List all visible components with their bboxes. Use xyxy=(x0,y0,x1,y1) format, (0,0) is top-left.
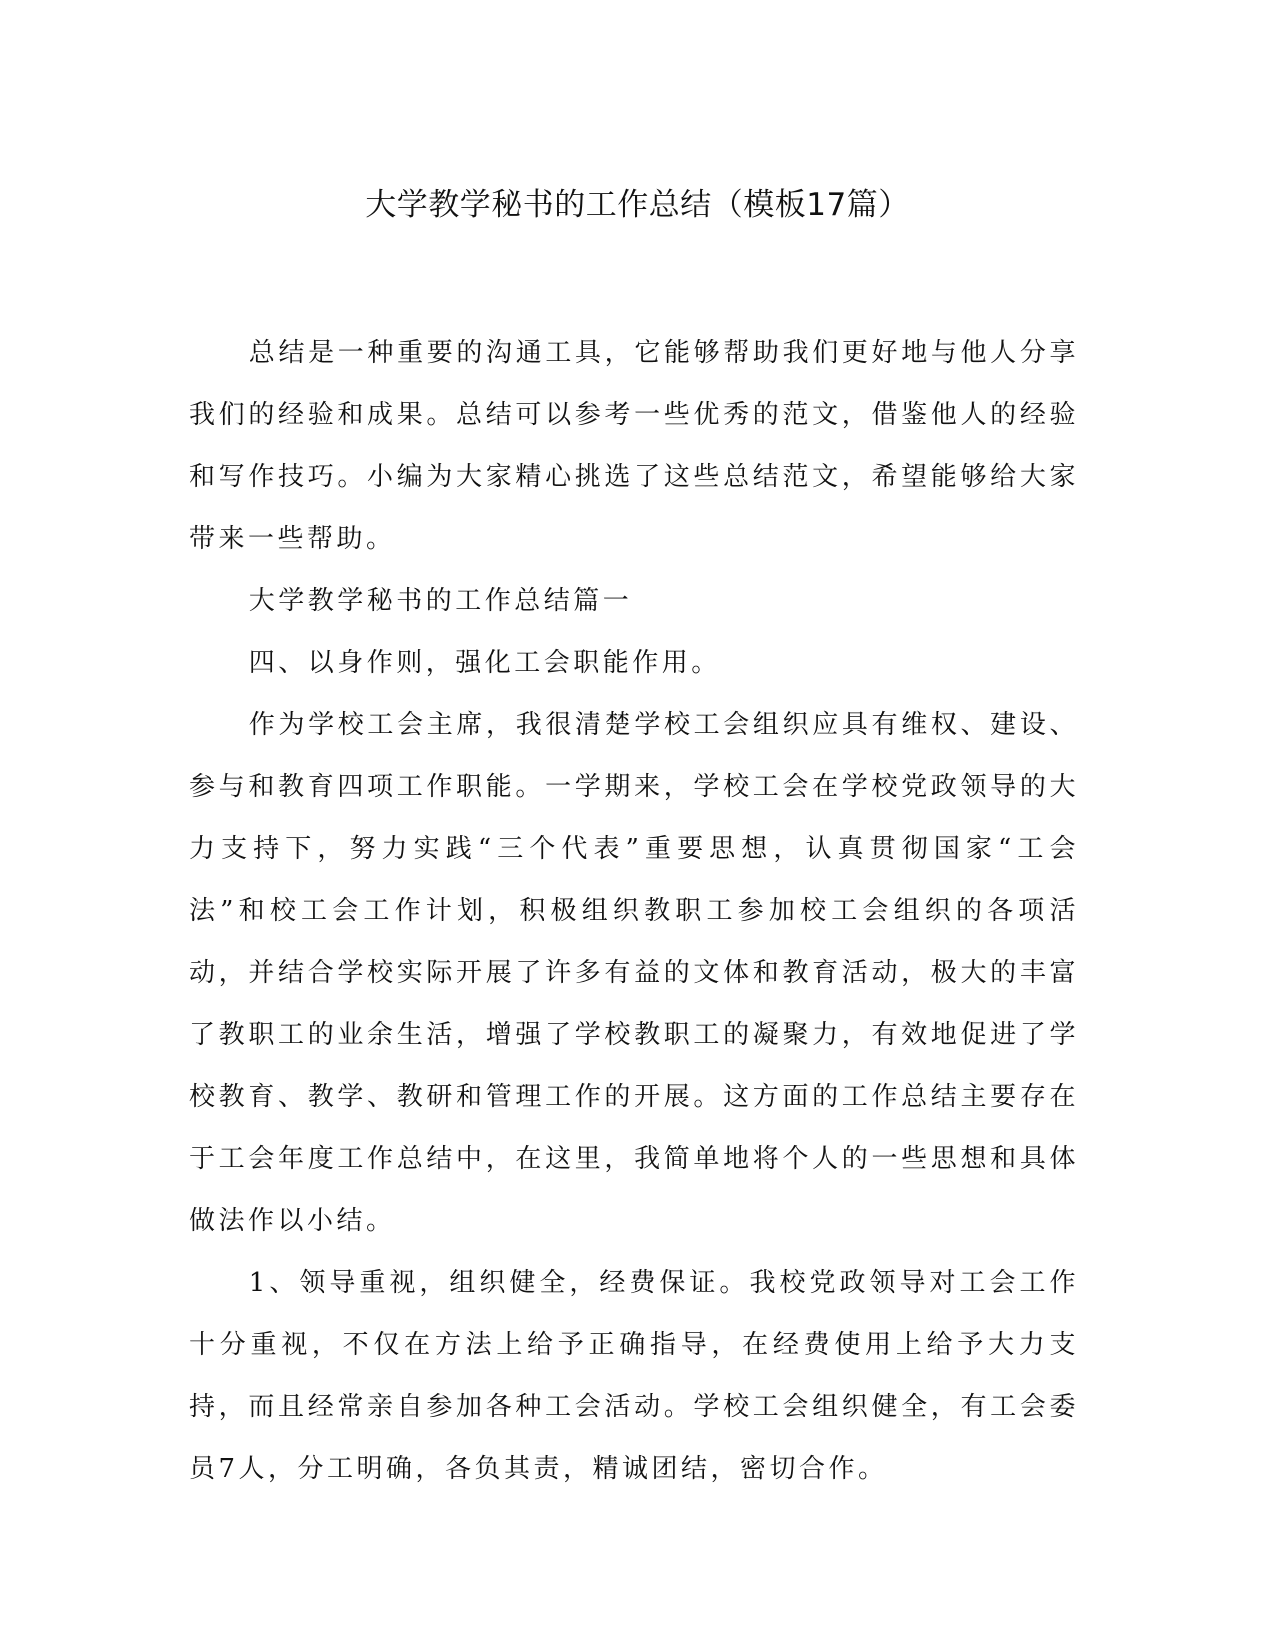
document-title: 大学教学秘书的工作总结（模板17篇） xyxy=(365,187,910,223)
paragraph-main: 作为学校工会主席，我很清楚学校工会组织应具有维权、建设、参与和教育四项工作职能。一学期来，学校工会在学校党政领导的大力支持下，努力实践“三个代表”重要思想，认真贯彻国家“工会法”和校工会工作计划，积极组织教职工参加校工会组织的各项活动，并结合学校实际开展了许多有益的文体和教育活动，极大的丰富了教职工的业余生活，增强了学校教职工的凝聚力，有效地促进了学校教育、教学、教研和管理工作的开展。这方面的工作总结主要存在于工会年度工作总结中，在这里，我简单地将个人的一些思想和具体做法作以小结。 xyxy=(189,710,1079,1236)
paragraph-intro: 总结是一种重要的沟通工具，它能够帮助我们更好地与他人分享我们的经验和成果。总结可以参考一些优秀的范文，借鉴他人的经验和写作技巧。小编为大家精心挑选了这些总结范文，希望能够给大家带来一些帮助。 xyxy=(189,338,1079,554)
paragraph-point-1: 1、领导重视，组织健全，经费保证。我校党政领导对工会工作十分重视，不仅在方法上给予正确指导，在经费使用上给予大力支持，而且经常亲自参加各种工会活动。学校工会组织健全，有工会委员7人，分工明确，各负其责，精诚团结，密切合作。 xyxy=(189,1268,1079,1484)
section-heading: 大学教学秘书的工作总结篇一 xyxy=(248,586,633,616)
document-body xyxy=(189,322,1079,1500)
paragraph-subheading: 四、以身作则，强化工会职能作用。 xyxy=(248,648,721,678)
